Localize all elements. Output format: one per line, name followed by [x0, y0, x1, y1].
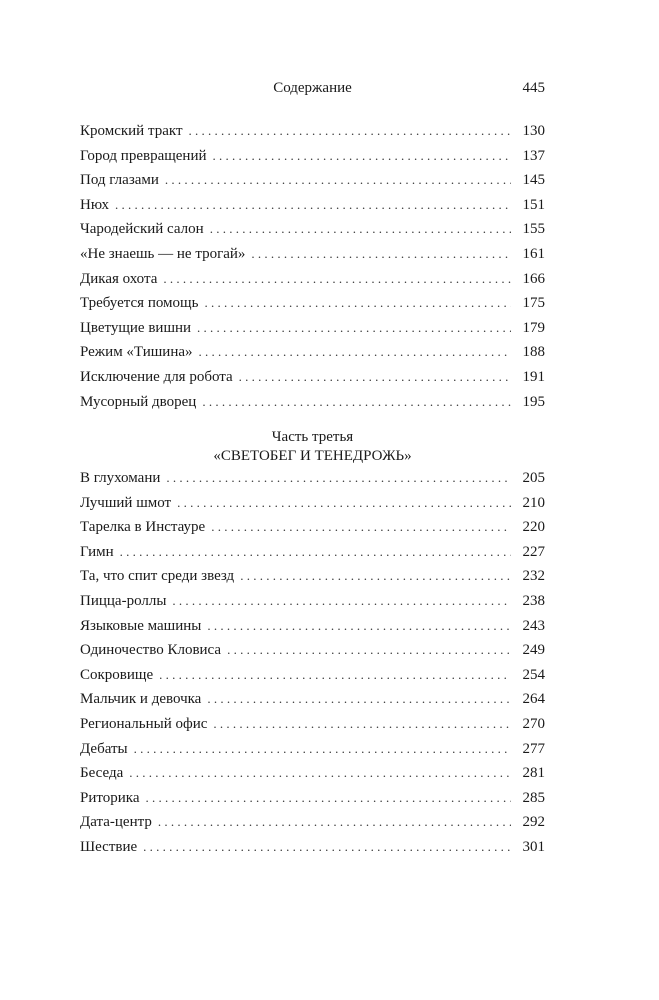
dot-leader — [158, 810, 511, 835]
toc-entry-page-number: 195 — [522, 393, 545, 410]
toc-entry-page-number: 285 — [522, 789, 545, 806]
dot-leader — [172, 589, 511, 614]
toc-entry-page-number: 188 — [522, 344, 545, 361]
toc-entry-page-number: 151 — [522, 196, 545, 213]
toc-entry-title: Исключение для робота — [80, 368, 233, 385]
toc-entry-title: Дата-центр — [80, 814, 152, 831]
toc-entry-title: Тарелка в Инстауре — [80, 519, 206, 536]
dot-leader — [202, 390, 511, 415]
toc-entry-page-number: 227 — [522, 543, 545, 560]
dot-leader — [120, 540, 511, 565]
toc-entry — [80, 193, 545, 218]
toc-entry-title: Пицца-роллы — [80, 592, 167, 609]
dot-leader — [177, 491, 511, 516]
dot-leader — [227, 638, 511, 663]
dot-leader — [143, 835, 511, 860]
dot-leader — [240, 564, 511, 589]
toc-entry — [80, 316, 545, 341]
toc-entry — [80, 638, 545, 663]
dot-leader — [163, 267, 511, 292]
toc-entry-title: Дебаты — [80, 740, 128, 757]
running-head — [80, 80, 545, 100]
toc-entry-page-number: 270 — [522, 715, 545, 732]
toc-entry-title: Город превращений — [80, 147, 207, 164]
dot-leader — [251, 242, 511, 267]
toc-entry-title: Лучший шмот — [80, 494, 172, 511]
toc-entry-page-number: 137 — [522, 147, 545, 164]
dot-leader — [239, 365, 511, 390]
toc-entry-title: «Не знаешь — не трогай» — [80, 245, 246, 262]
dot-leader — [134, 737, 511, 762]
toc-entry-title: Одиночество Кловиса — [80, 642, 222, 659]
toc-entry-page-number: 191 — [522, 368, 545, 385]
toc-entry-page-number: 175 — [522, 295, 545, 312]
toc-entry — [80, 466, 545, 491]
toc-entry — [80, 614, 545, 639]
toc-entry-page-number: 277 — [522, 740, 545, 757]
toc-entry-title: Риторика — [80, 789, 140, 806]
dot-leader — [210, 217, 511, 242]
toc-entry — [80, 390, 545, 415]
toc-entry — [80, 687, 545, 712]
toc-entry-page-number: 281 — [522, 765, 545, 782]
toc-entry — [80, 119, 545, 144]
toc-entry-title: Под глазами — [80, 172, 159, 189]
toc-entry-title: Беседа — [80, 765, 124, 782]
toc-entry-title: Кромский тракт — [80, 123, 183, 139]
toc-entry — [80, 144, 545, 169]
toc-entry-page-number: 130 — [522, 123, 545, 139]
toc-entry-page-number: 292 — [522, 814, 545, 831]
dot-leader — [159, 663, 511, 688]
dot-leader — [197, 316, 511, 341]
toc-entry-title: Нюх — [80, 196, 109, 213]
dot-leader — [204, 291, 511, 316]
toc-entry-page-number: 254 — [522, 666, 545, 683]
toc-entry — [80, 589, 545, 614]
toc-entry — [80, 217, 545, 242]
dot-leader — [207, 614, 511, 639]
toc-entry — [80, 340, 545, 365]
toc-entry-page-number: 166 — [522, 270, 545, 287]
dot-leader — [166, 466, 511, 491]
toc-entry-page-number: 301 — [522, 838, 545, 855]
toc-entry-page-number: 249 — [522, 642, 545, 659]
toc-entry-page-number: 205 — [522, 470, 545, 486]
toc-entry-title: Та, что спит среди звезд — [80, 568, 235, 585]
dot-leader — [115, 193, 511, 218]
toc-entry-title: В глухомани — [80, 470, 161, 486]
dot-leader — [213, 712, 511, 737]
toc-entry — [80, 491, 545, 516]
toc-entry-title: Требуется помощь — [80, 295, 199, 312]
toc-entry — [80, 267, 545, 292]
toc-entry — [80, 663, 545, 688]
toc-entry-title: Дикая охота — [80, 270, 158, 287]
toc-entry-title: Мусорный дворец — [80, 393, 197, 410]
dot-leader — [199, 340, 511, 365]
toc-entry — [80, 242, 545, 267]
dot-leader — [207, 687, 511, 712]
toc-entry-page-number: 145 — [522, 172, 545, 189]
toc-entry — [80, 761, 545, 786]
part-three-heading — [80, 428, 545, 466]
running-head-title: Содержание — [273, 80, 352, 96]
toc-entry-page-number: 161 — [522, 245, 545, 262]
toc-entry — [80, 168, 545, 193]
toc-entry — [80, 365, 545, 390]
dot-leader — [129, 761, 511, 786]
toc-list-part-two — [80, 119, 545, 414]
toc-entry-page-number: 238 — [522, 592, 545, 609]
dot-leader — [213, 144, 511, 169]
toc-entry-title: Гимн — [80, 543, 114, 560]
part-label: Часть третья — [271, 429, 354, 445]
toc-entry-page-number: 210 — [522, 494, 545, 511]
toc-entry — [80, 737, 545, 762]
toc-entry — [80, 810, 545, 835]
toc-entry-page-number: 243 — [522, 617, 545, 634]
toc-entry-title: Региональный офис — [80, 715, 208, 732]
toc-entry-page-number: 264 — [522, 691, 545, 708]
toc-list-part-three — [80, 466, 545, 860]
toc-entry-title: Чародейский салон — [80, 221, 204, 238]
toc-entry-title: Сокровище — [80, 666, 154, 683]
part-title: «СВЕТОБЕГ И ТЕНЕДРОЖЬ» — [213, 448, 412, 464]
toc-entry-page-number: 179 — [522, 319, 545, 336]
toc-entry-page-number: 220 — [522, 519, 545, 536]
toc-entry-title: Режим «Тишина» — [80, 344, 193, 361]
dot-leader — [189, 119, 511, 144]
toc-entry-title: Языковые машины — [80, 617, 202, 634]
toc-entry-page-number: 155 — [522, 221, 545, 238]
toc-entry — [80, 564, 545, 589]
running-head-page-number: 445 — [522, 80, 545, 96]
toc-entry — [80, 835, 545, 860]
toc-entry-title: Шествие — [80, 838, 138, 855]
toc-entry-title: Мальчик и девочка — [80, 691, 202, 708]
toc-entry — [80, 515, 545, 540]
toc-entry — [80, 712, 545, 737]
dot-leader — [211, 515, 511, 540]
dot-leader — [165, 168, 511, 193]
toc-entry — [80, 540, 545, 565]
toc-entry-page-number: 232 — [522, 568, 545, 585]
dot-leader — [145, 786, 511, 811]
toc-entry — [80, 786, 545, 811]
toc-entry-title: Цветущие вишни — [80, 319, 192, 336]
toc-entry — [80, 291, 545, 316]
